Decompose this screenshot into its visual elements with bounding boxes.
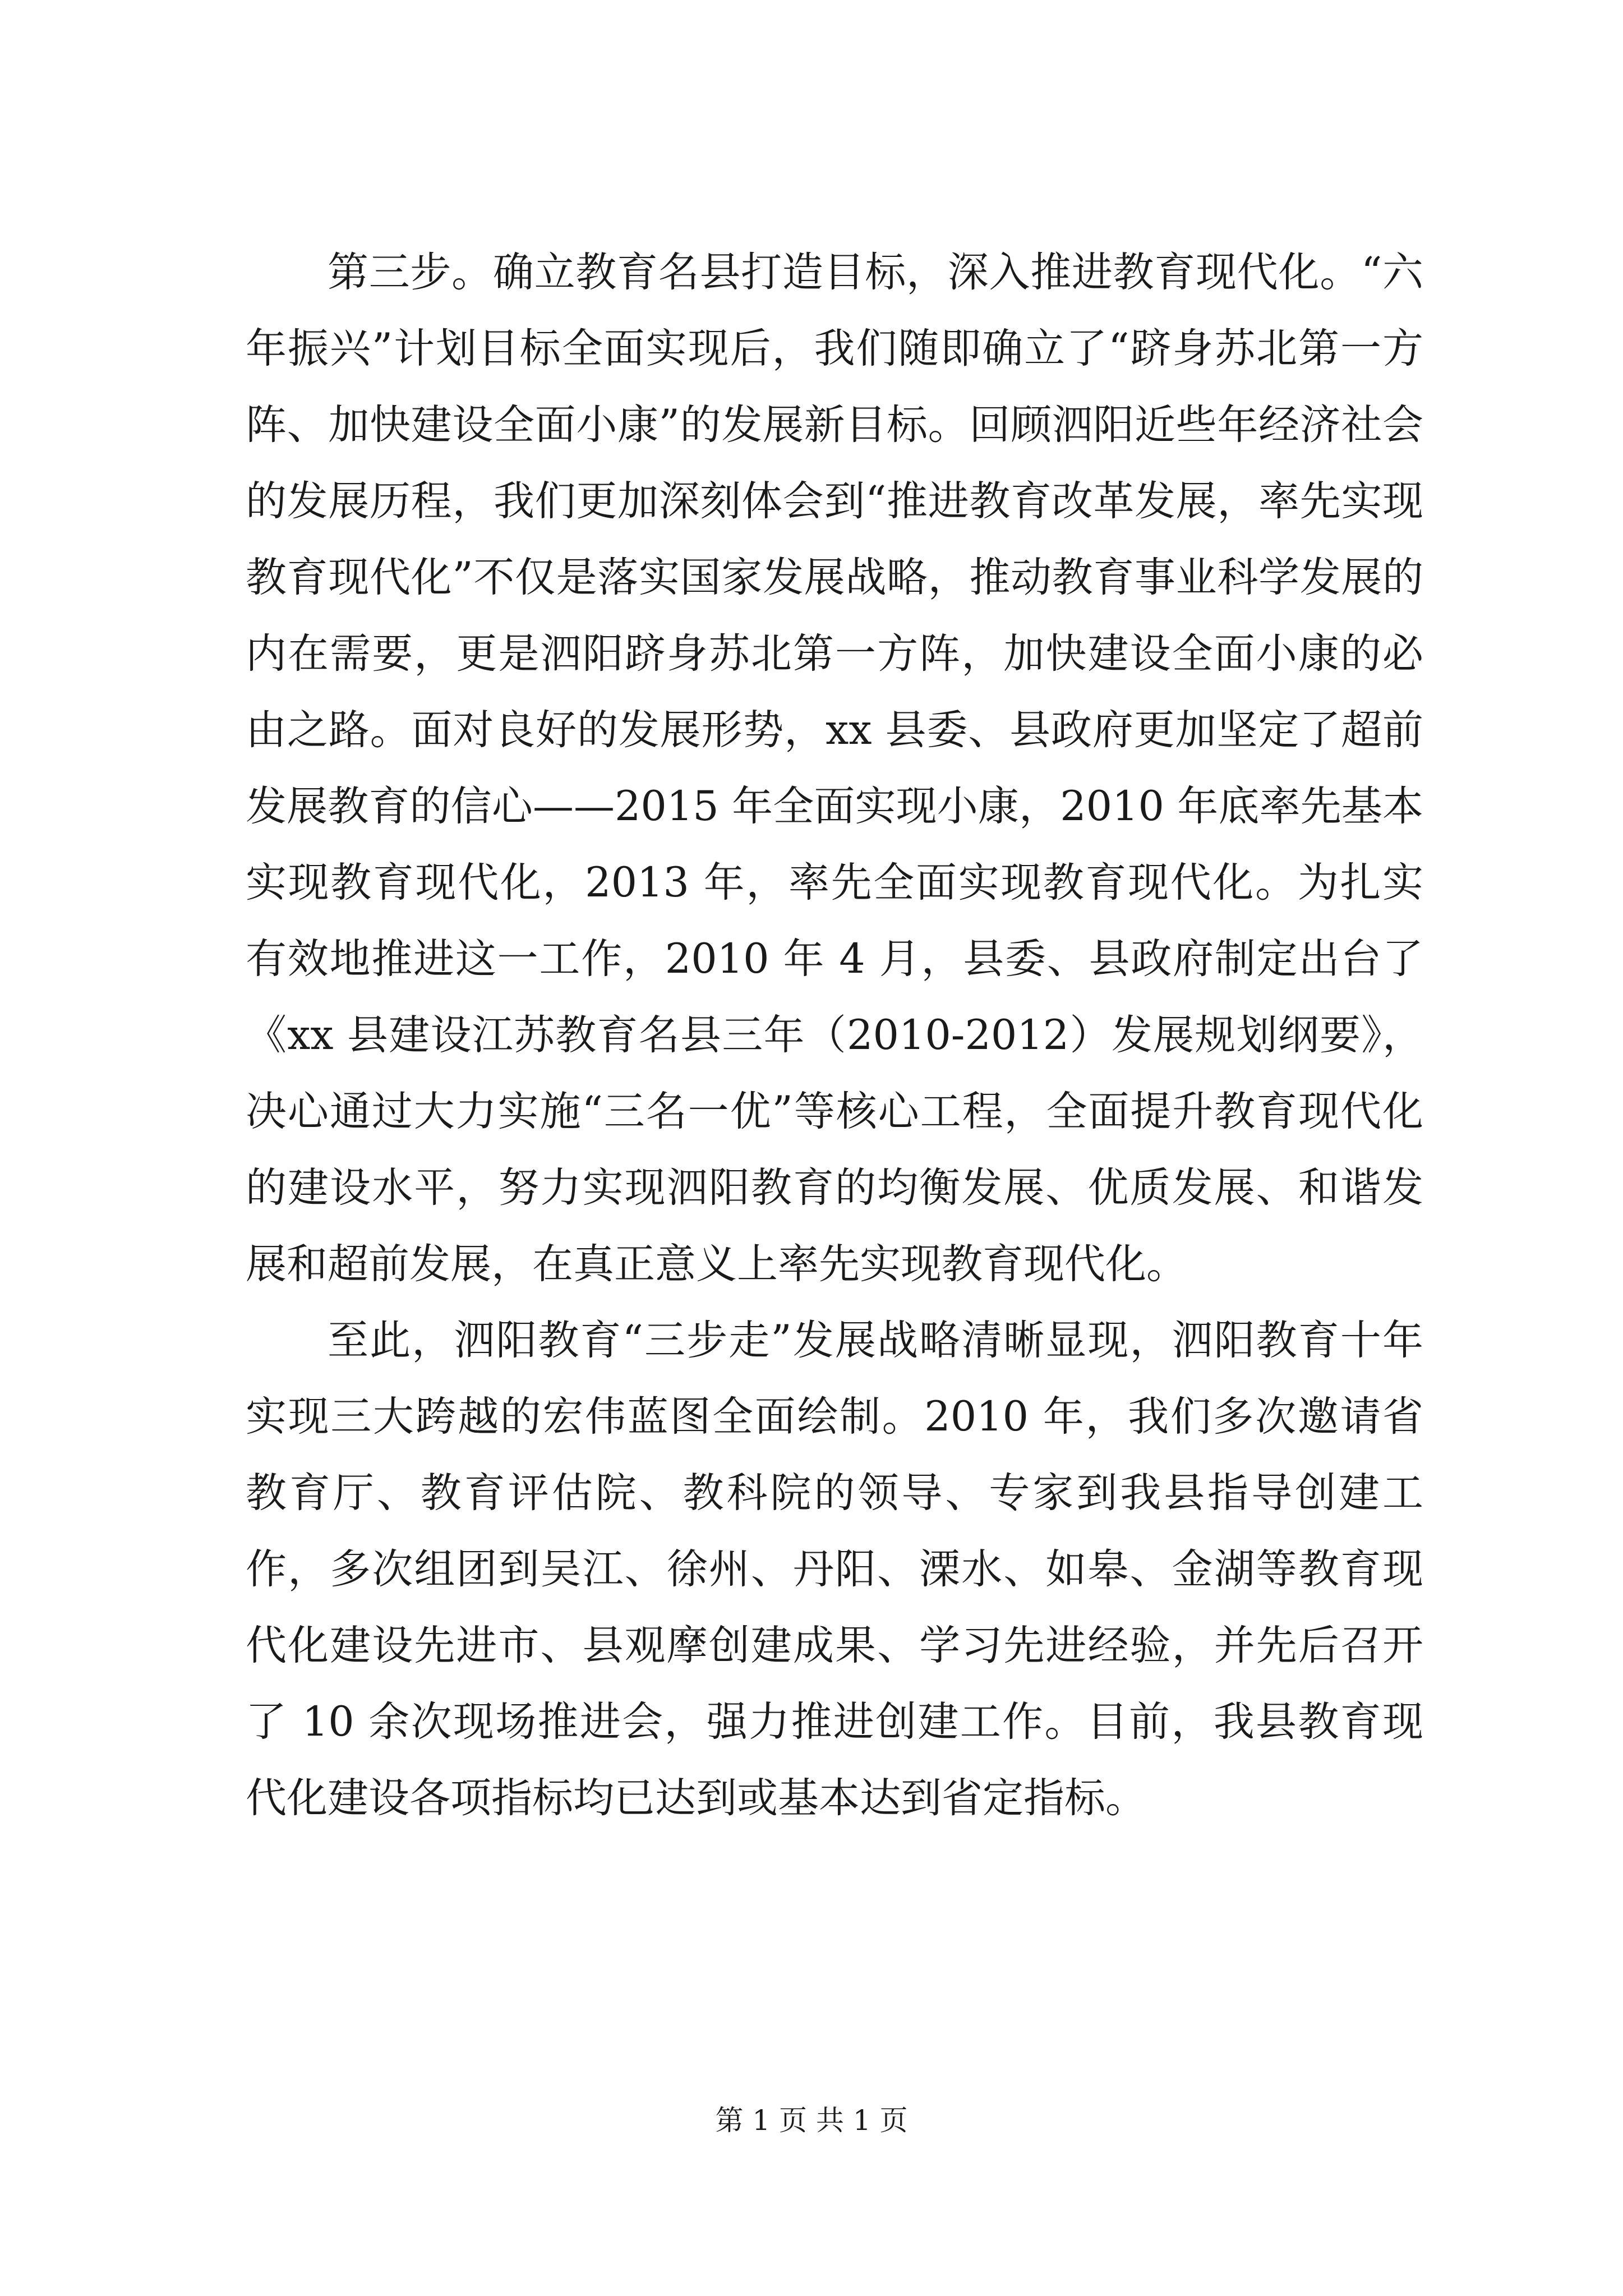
paragraph-1: 第三步。确立教育名县打造目标，深入推进教育现代化。“六年振兴”计划目标全面实现后，我们随即确立了“跻身苏北第一方阵、加快建设全面小康”的发展新目标。回顾泗阳近些年经济社会的发展历程，我们更加深刻体会到“推进教育改革发展，率先实现教育现代化”不仅是落实国家发展战略，推动教育事业科学发展的内在需要，更是泗阳跻身苏北第一方阵，加快建设全面小康的必由之路。面对良好的发展形势，xx 县委、县政府更加坚定了超前发展教育的信心——2015 年全面实现小康，2010 年底率先基本实现教育现代化，2013 年，率先全面实现教育现代化。为扎实有效地推进这一工作，2010 年 4 月，县委、县政府制定出台了《xx 县建设江苏教育名县三年（2010-2012）发展规划纲要》，决心通过大力实施“三名一优”等核心工程，全面提升教育现代化的建设水平，努力实现泗阳教育的均衡发展、优质发展、和谐发展和超前发展，在真正意义上率先实现教育现代化。 — [246, 249, 1423, 1288]
document-body — [246, 234, 1423, 1837]
paragraph-2: 至此，泗阳教育“三步走”发展战略清晰显现，泗阳教育十年实现三大跨越的宏伟蓝图全面绘制。2010 年，我们多次邀请省教育厅、教育评估院、教科院的领导、专家到我县指导创建工作，多次组团到吴江、徐州、丹阳、溧水、如皋、金湖等教育现代化建设先进市、县观摩创建成果、学习先进经验，并先后召开了 10 余次现场推进会，强力推进创建工作。目前，我县教育现代化建设各项指标均已达到或基本达到省定指标。 — [246, 1317, 1423, 1822]
page-footer: 第 1 页 共 1 页 — [715, 2104, 908, 2137]
